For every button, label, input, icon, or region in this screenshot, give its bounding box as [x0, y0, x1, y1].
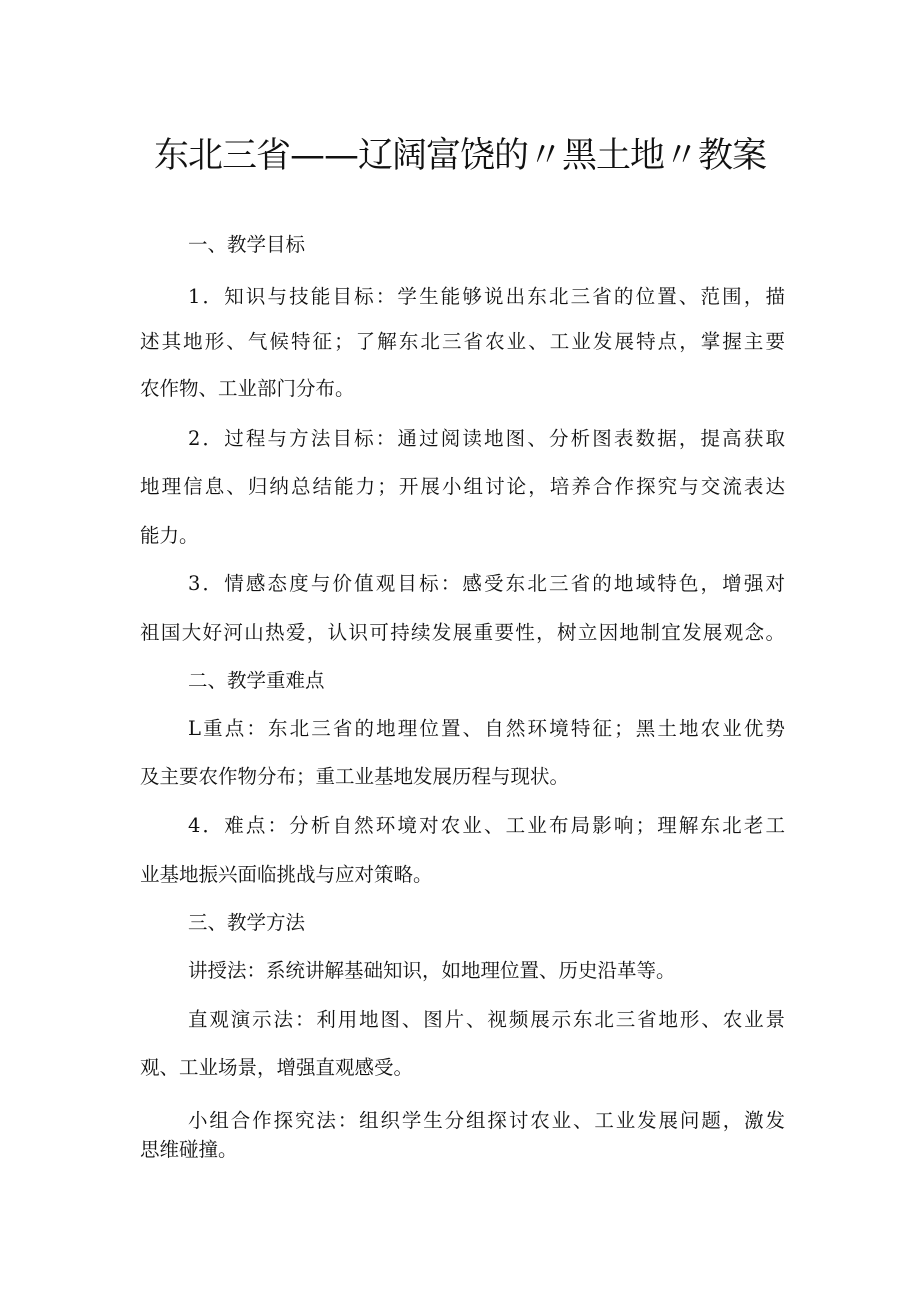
paragraph-line: 直观演示法：利用地图、图片、视频展示东北三省地形、农业景: [188, 1008, 785, 1031]
document-title: 东北三省——辽阔富饶的〃黑土地〃教案: [153, 136, 766, 176]
paragraph-line: 述其地形、气候特征；了解东北三省农业、工业发展特点，掌握主要: [140, 330, 785, 353]
paragraph-line: 4．难点：分析自然环境对农业、工业布局影响；理解东北老工: [188, 814, 785, 837]
paragraph-line: 及主要农作物分布；重工业基地发展历程与现状。: [140, 765, 570, 788]
paragraph-line: 2．过程与方法目标：通过阅读地图、分析图表数据，提高获取: [188, 427, 785, 450]
paragraph-line: 能力。: [140, 524, 199, 547]
paragraph-line: 观、工业场景，增强直观感受。: [140, 1056, 414, 1079]
paragraph-line: 3．情感态度与价值观目标：感受东北三省的地域特色，增强对: [188, 572, 785, 595]
paragraph-line: 业基地振兴面临挑战与应对策略。: [140, 863, 433, 886]
section-heading-key-points: 二、教学重难点: [188, 669, 325, 692]
paragraph-line: 讲授法：系统讲解基础知识，如地理位置、历史沿革等。: [188, 959, 676, 982]
paragraph-line: 地理信息、归纳总结能力；开展小组讨论，培养合作探究与交流表达: [140, 475, 785, 498]
section-heading-methods: 三、教学方法: [188, 911, 306, 934]
paragraph-line: 祖国大好河山热爱，认识可持续发展重要性，树立因地制宜发展观念。: [140, 621, 785, 644]
paragraph-line: 思维碰撞。: [140, 1138, 238, 1161]
paragraph-line: 农作物、工业部门分布。: [140, 377, 355, 400]
paragraph-line: 1．知识与技能目标：学生能够说出东北三省的位置、范围，描: [188, 285, 785, 308]
paragraph-line: L重点：东北三省的地理位置、自然环境特征；黑土地农业优势: [188, 717, 785, 740]
section-heading-objectives: 一、教学目标: [188, 233, 306, 256]
paragraph-line: 小组合作探究法：组织学生分组探讨农业、工业发展问题，激发: [188, 1109, 785, 1132]
